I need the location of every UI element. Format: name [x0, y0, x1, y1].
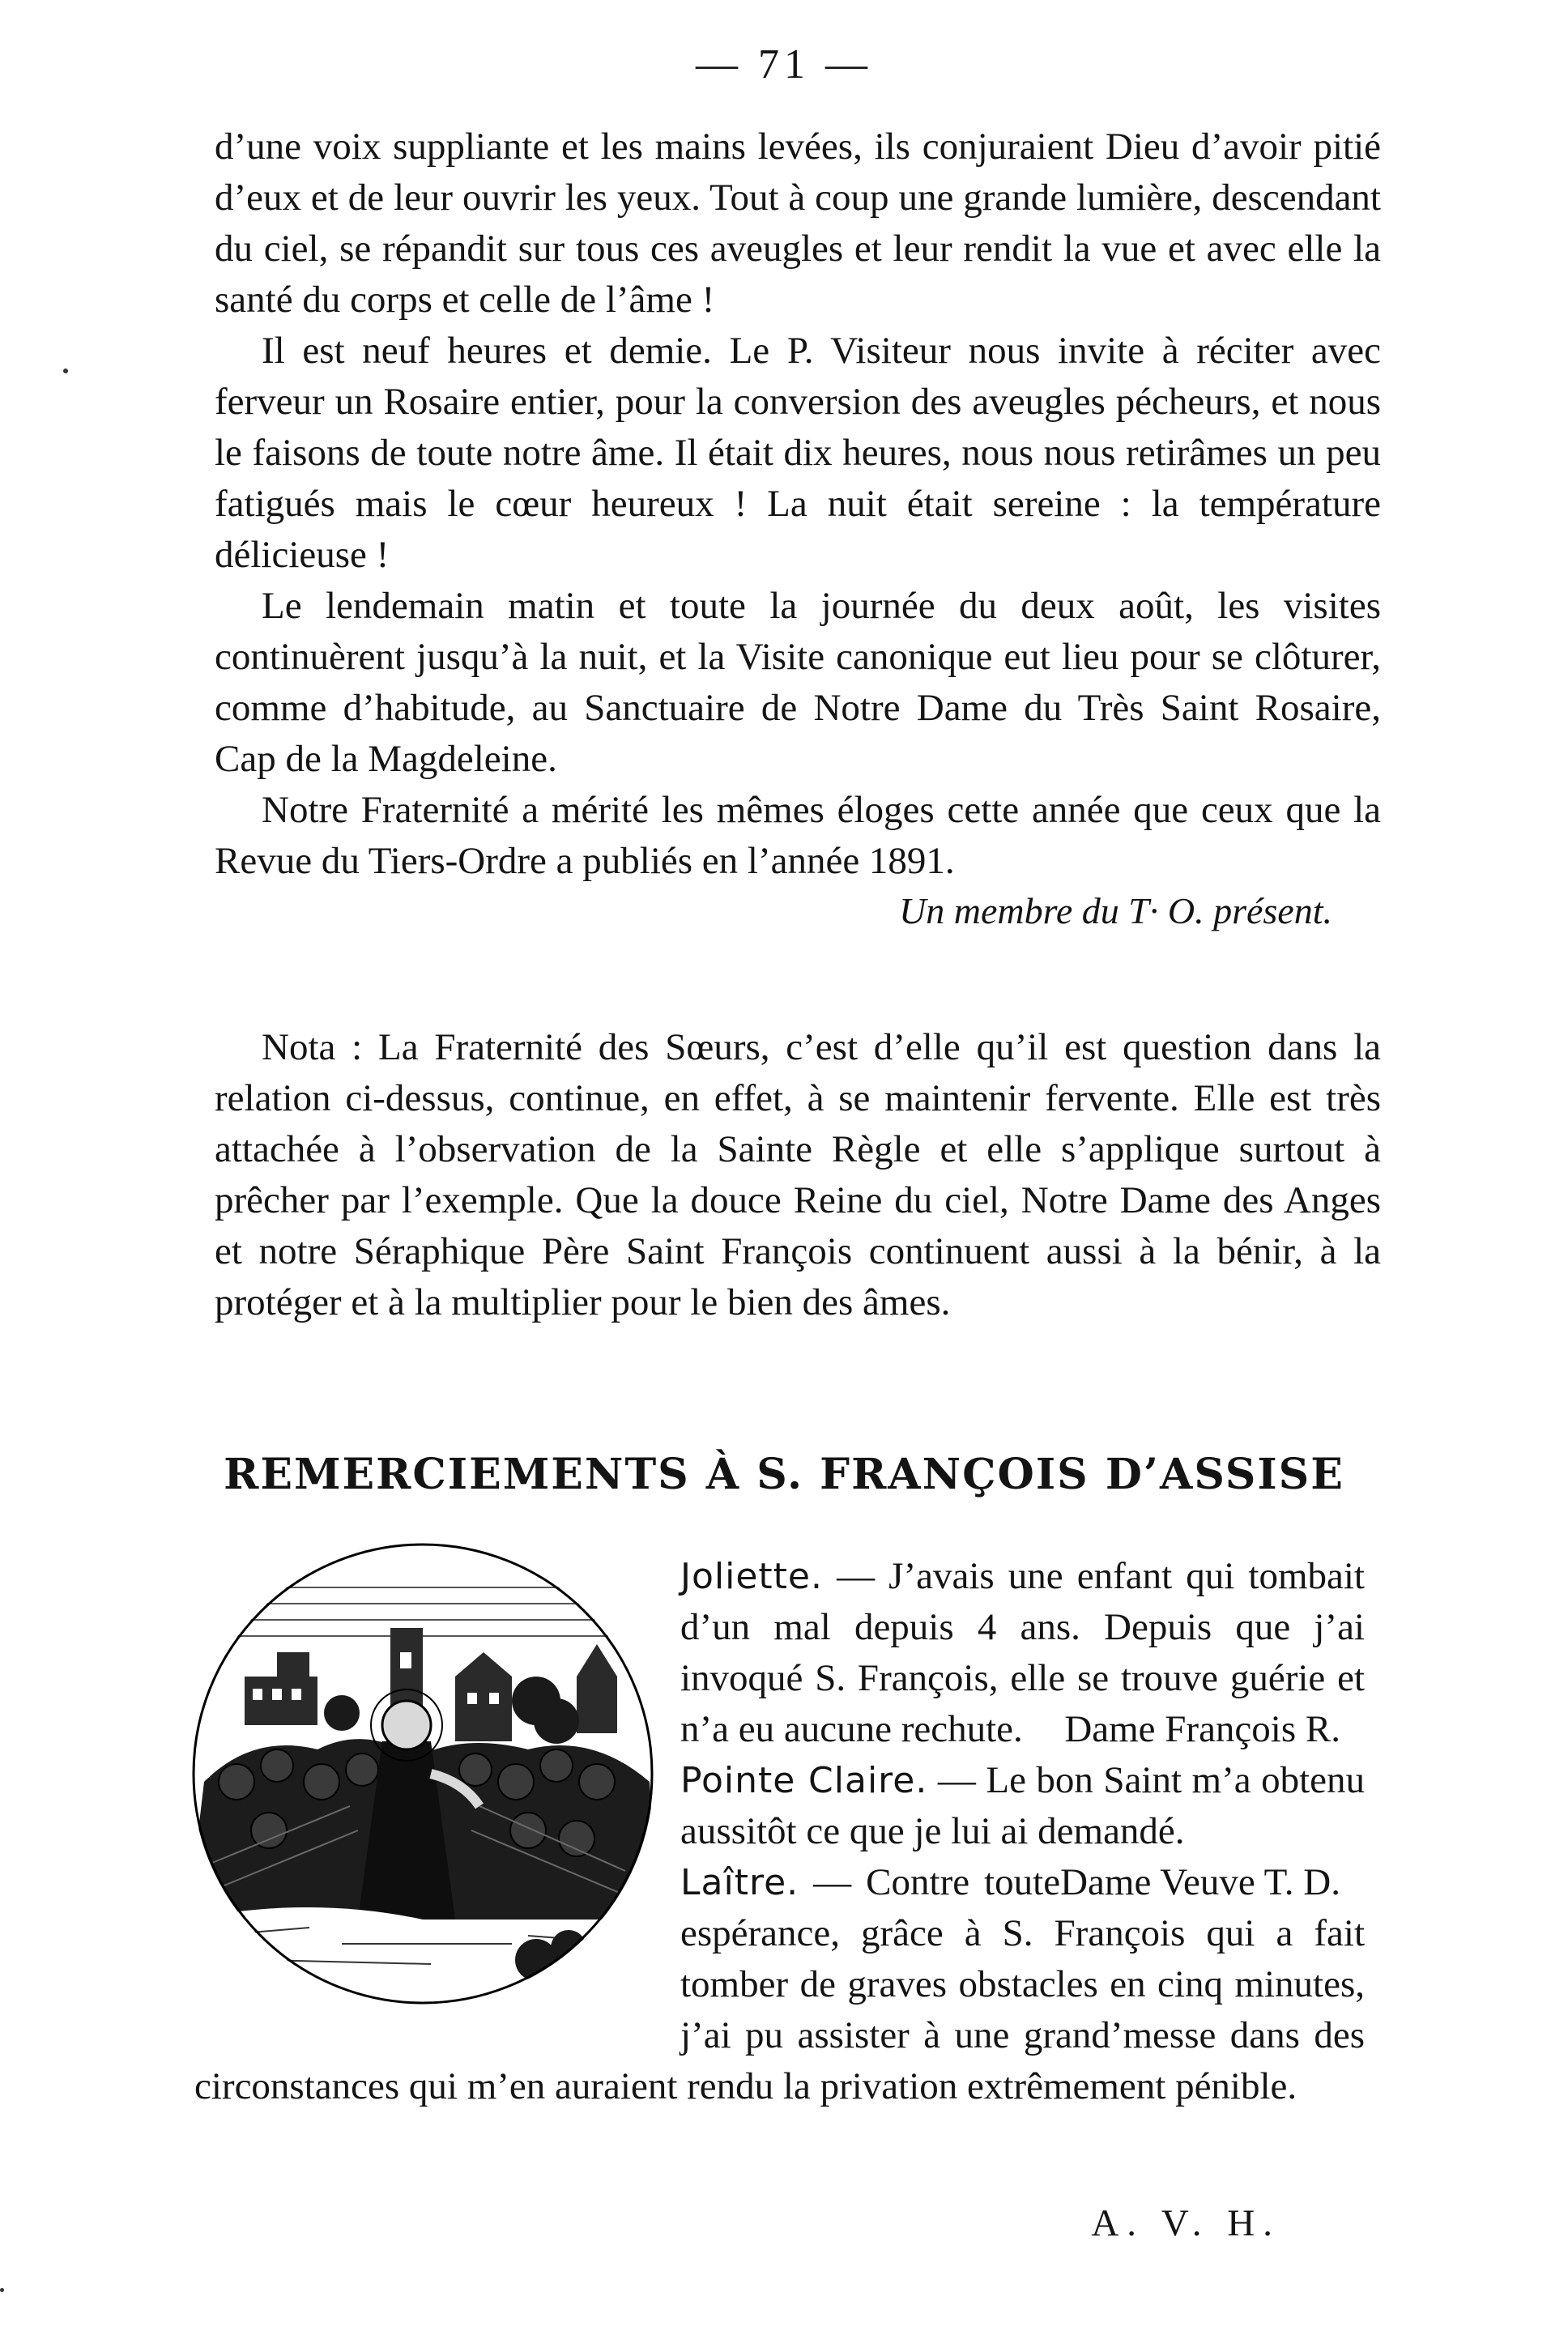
testimonial-text: — Contre toute espérance, grâce à S. François qui a fait tomber de graves obstacles en cinq minutes, j’ai pu assister à une grand’messe dans des circonstances qui m’en auraient rendu la privation extrêmement pénible. — [194, 1861, 1365, 2107]
nota-paragraph: Nota : La Fraternité des Sœurs, c’est d’elle qu’il est question dans la relation ci-dessus, continue, en effet, à se maintenir fervente. Elle est très attachée à l’observation de la Sainte Règle et elle s’applique surtout à prêcher par l’exemple. Que la douce Reine du ciel, Notre Dame des Anges et notre Séraphique Père Saint François continuent aussi à la bénir, à la protéger et à la multiplier pour le bien des âmes. — [215, 1026, 1381, 1323]
paragraph: Il est neuf heures et demie. Le P. Visiteur nous invite à réciter avec ferveur un Rosaire entier, pour la conversion des aveugles pécheurs, et nous le faisons de toute notre âme. Il était dix heures, nous nous retirâmes un peu fatigués mais le cœur heureux ! La nuit était sereine : la température délicieuse ! — [215, 330, 1381, 576]
section-title: REMERCIEMENTS À S. FRANÇOIS D’ASSISE — [224, 1450, 1344, 1499]
testimonials — [194, 1551, 1365, 2112]
testimonial-place: Joliette. — [680, 1556, 823, 1597]
paragraph: Le lendemain matin et toute la journée du deux août, les visites continuèrent jusqu’à la nuit, et la Visite canonique eut lieu pour se clôturer, comme d’habitude, au Sanctuaire de Notre Dame du Très Saint Rosaire, Cap de la Magdeleine. — [215, 585, 1381, 780]
testimonial-signer: Dame François R. — [1064, 1708, 1340, 1750]
testimonial-signer: Dame Veuve T. D. — [1060, 1861, 1340, 1903]
margin-speck — [0, 2288, 4, 2292]
margin-speck — [63, 369, 68, 373]
testimonial-place: Laître. — [680, 1862, 799, 1903]
report-signature: Un membre du T· O. présent. — [899, 890, 1332, 931]
testimonial-place: Pointe Claire. — [680, 1760, 928, 1801]
page-number: — 71 — — [696, 41, 872, 87]
nota-text — [215, 1022, 1381, 1328]
paragraph: d’une voix suppliante et les mains levées, ils conjuraient Dieu d’avoir pitié d’eux et de leur ouvrir les yeux. Tout à coup une grande lumière, descendant du ciel, se répandit sur tous ces aveugles et leur rendit la vue et avec elle la santé du corps et celle de l’âme ! — [215, 126, 1381, 321]
testimonial-text: — Le bon Saint m’a obtenu aussitôt ce que je lui ai demandé. — [680, 1759, 1365, 1852]
final-signature: A. V. H. — [1091, 2202, 1280, 2244]
testimonial-text: — J’avais une enfant qui tombait d’un mal depuis 4 ans. Depuis que j’ai invoqué S. François, elle se trouve guérie et n’a eu aucune rechute. — [680, 1555, 1365, 1750]
engraving-space — [194, 1551, 680, 2033]
paragraph: Notre Fraternité a mérité les mêmes éloges cette année que ceux que la Revue du Tiers-Ordre a publiés en l’année 1891. — [215, 789, 1381, 882]
report-text — [215, 121, 1381, 935]
